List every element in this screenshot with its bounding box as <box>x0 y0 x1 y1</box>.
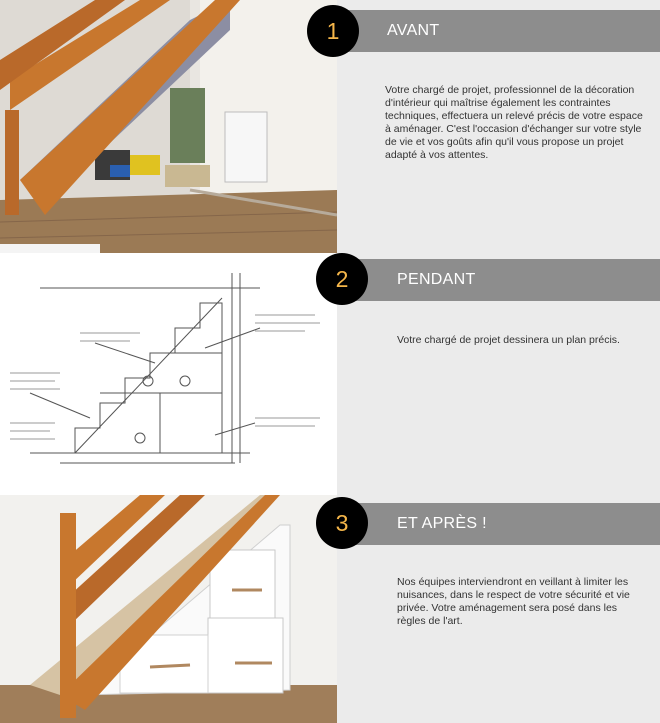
step-avant <box>0 0 660 253</box>
step-apres-text: Nos équipes interviendront en veillant à limiter les nuisances, dans le respect de votre sécurité et vie privée. Votre aménagement sera posé dans les règles de l'art. <box>397 576 630 627</box>
step-pendant-title: PENDANT <box>397 271 476 288</box>
step-pendant-number-badge: 2 <box>316 253 368 305</box>
step-apres-title: ET APRÈS ! <box>397 515 487 532</box>
step-avant-header <box>337 10 660 52</box>
step-pendant-header <box>337 259 660 301</box>
step-apres-number-badge: 3 <box>316 497 368 549</box>
step-apres <box>0 495 660 723</box>
step-pendant <box>0 253 660 495</box>
photo-stairs-after <box>0 495 337 723</box>
step-pendant-text: Votre chargé de projet dessinera un plan précis. <box>397 334 620 346</box>
drawing-stair-plan <box>0 253 337 495</box>
step-apres-header <box>337 503 660 545</box>
step-avant-text: Votre chargé de projet, professionnel de la décoration d'intérieur qui maîtrise également les contraintes techniques, effectuera un relevé précis de votre espace à aménager. C'est l'occasion d'échanger sur votre style de vie et vos goûts afin qu'il vous propose un projet adapté à vos attentes. <box>385 84 643 161</box>
step-avant-number-badge: 1 <box>307 5 359 57</box>
photo-stairs-before <box>0 0 337 253</box>
step-avant-title: AVANT <box>387 22 440 39</box>
